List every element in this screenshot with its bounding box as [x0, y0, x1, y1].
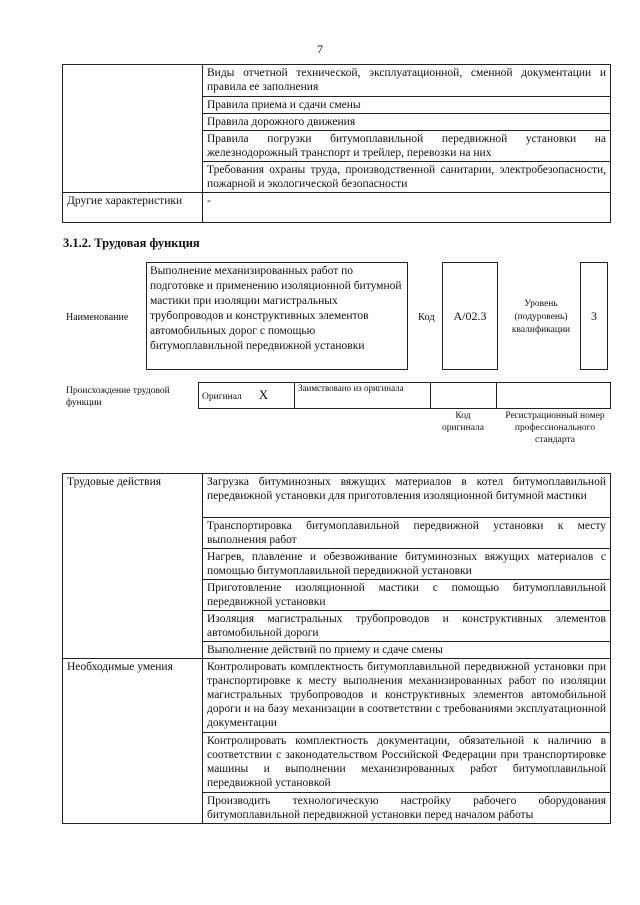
knowledge-table-continued — [62, 64, 611, 223]
section-heading: 3.1.2. Трудовая функция — [63, 236, 200, 250]
labor-actions-label: Трудовые действия — [63, 474, 203, 659]
function-name-box — [146, 262, 408, 370]
reg-number-cell — [497, 383, 611, 409]
code-box — [442, 262, 498, 370]
required-skill: Контролировать комплектность битумоплавильной передвижной установки при транспортировке к месту выполнения механизированных работ по изоляции магистральных трубопроводов и конструктивных элементов автомобильной дороги и на базу механизации в соответствии с требованиями эксплуатационной документации — [203, 659, 611, 733]
labor-action: Выполнение действий по приему и сдаче смены — [203, 642, 611, 659]
function-name: Выполнение механизированных работ по подготовке и применению изоляционной битумной мастики при изоляции магистральных трубопроводов и конструктивных элементов автомобильных дорог с помощью битумоплавильной передвижной установки — [150, 265, 402, 352]
original-cell — [199, 383, 295, 409]
code-original-caption: Код оригинала — [442, 411, 484, 433]
knowledge-item: Правила дорожного движения — [203, 114, 611, 131]
labor-action: Транспортировка битумоплавильной передвижной установки к месту выполнения работ — [203, 518, 611, 549]
code-value: A/02.3 — [453, 308, 487, 323]
main-table — [62, 473, 611, 824]
page-number: 7 — [317, 42, 323, 56]
labor-action: Приготовление изоляционной мастики с помощью битумоплавильной передвижной установки — [203, 580, 611, 611]
required-skill: Контролировать комплектность документации, обязательной к наличию в соответствии с законодательством Российской Федерации при транспортировке машины и выполнении механизированных работ битумоплавильной передвижной установкой — [203, 733, 611, 793]
knowledge-item: Виды отчетной технической, эксплуатационной, сменной документации и правила ее заполнения — [203, 65, 611, 97]
name-label: Наименование — [66, 312, 129, 323]
level-box — [580, 262, 608, 370]
code-original-cell — [431, 383, 497, 409]
knowledge-item: Правила приема и сдачи смены — [203, 97, 611, 114]
original-mark: X — [258, 387, 269, 402]
other-characteristics-label: Другие характеристики — [63, 193, 203, 223]
original-label: Оригинал — [202, 392, 242, 402]
knowledge-item: Требования охраны труда, производственной санитарии, электробезопасности, пожарной и экологической безопасности — [203, 162, 611, 193]
reg-number-caption: Регистрационный номер профессионального стандарта — [505, 411, 605, 445]
empty-label-cell — [63, 65, 203, 193]
required-skill: Производить технологическую настройку рабочего оборудования битумоплавильной передвижной установки перед началом работы — [203, 793, 611, 824]
knowledge-item: Правила погрузки битумоплавильной передвижной установки на железнодорожный транспорт и трейлер, перевозки на них — [203, 131, 611, 162]
borrowed-label: Заимствовано из оригинала — [295, 383, 431, 409]
origin-label: Происхождение трудовой функции — [66, 386, 170, 408]
labor-action: Загрузка битуминозных вяжущих материалов в котел битумоплавильной передвижной установки для приготовления изоляционной битумной мастики — [203, 474, 611, 518]
labor-action: Нагрев, плавление и обезвоживание битуминозных вяжущих материалов с помощью битумоплавильной передвижной установки — [203, 549, 611, 580]
labor-action: Изоляция магистральных трубопроводов и конструктивных элементов автомобильной дороги — [203, 611, 611, 642]
level-label: Уровень (подуровень) квалификации — [511, 299, 571, 335]
level-value: 3 — [591, 308, 597, 323]
origin-table — [198, 382, 611, 409]
required-skills-label: Необходимые умения — [63, 659, 203, 824]
code-label: Код — [418, 312, 435, 323]
other-characteristics-value: - — [203, 193, 611, 223]
